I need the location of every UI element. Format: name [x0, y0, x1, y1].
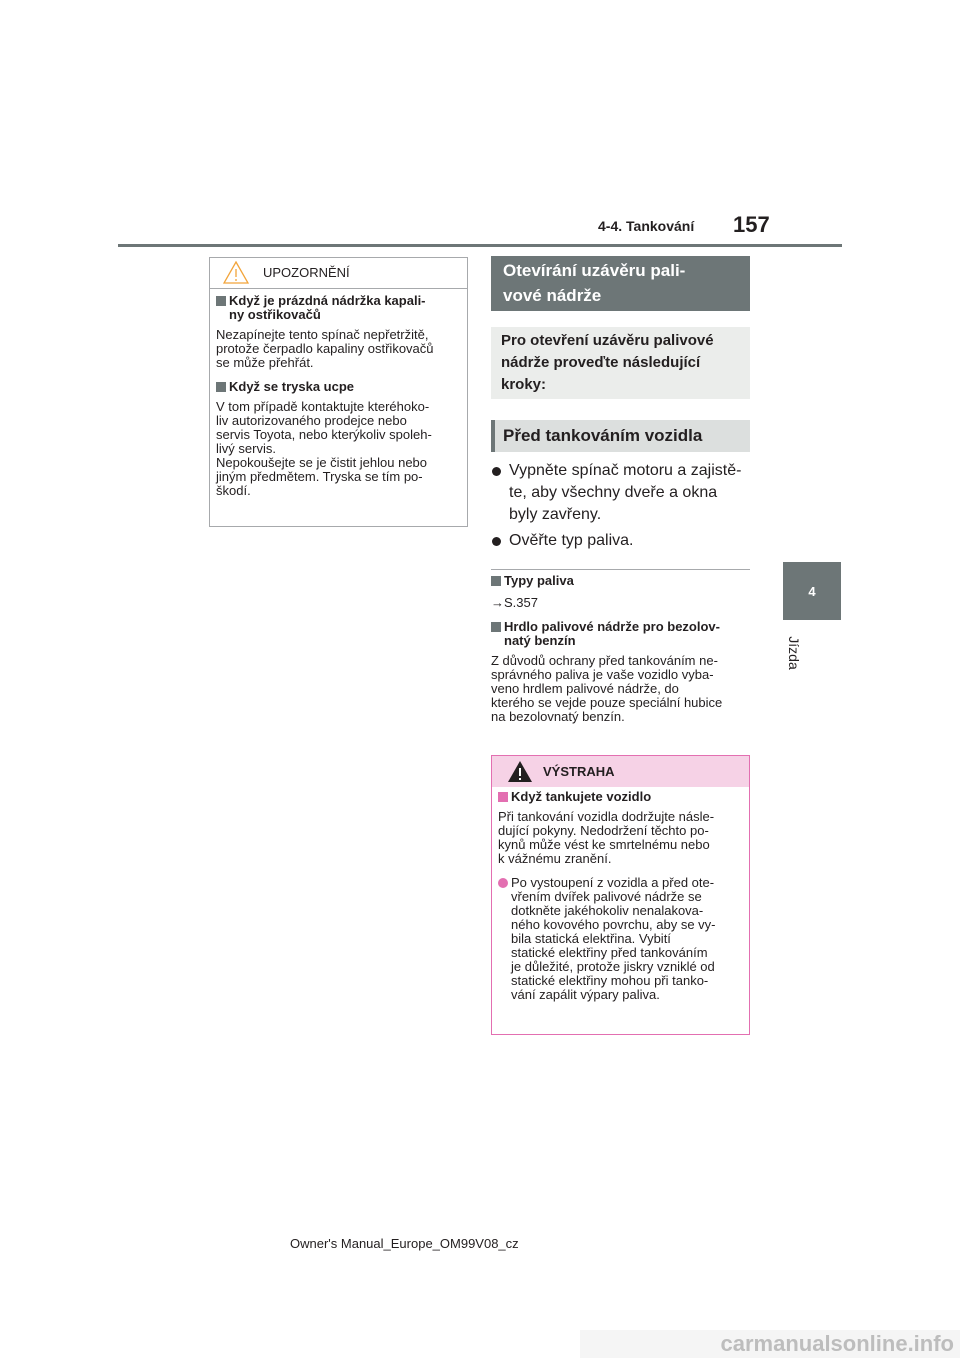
section-label: 4-4. Tankování [598, 218, 695, 234]
warning-header [492, 756, 749, 787]
subheading-text: Před tankováním vozidla [503, 426, 703, 445]
info-heading-1: Typy paliva [504, 573, 574, 588]
caution-triangle-icon [223, 261, 249, 284]
square-bullet-icon [216, 296, 226, 306]
warning-title: VÝSTRAHA [543, 764, 615, 779]
caution-heading-2: Když se tryska ucpe [229, 379, 355, 394]
warning-triangle-icon [507, 760, 533, 783]
caution-text-2: V tom případě kontaktujte kteréhoko- liv autorizovaného prodejce nebo servis Toyota, nebo kterýkoliv spoleh- livý servis. Nepokoušejte se je čistit jehlou nebo jiným předmětem. Tryska se tím po- škodí. [216, 399, 432, 498]
list-item [491, 460, 751, 526]
info-text-2: Z důvodů ochrany před tankováním ne- správného paliva je vaše vozidlo vyba- veno hrdlem palivové nádrže, do kterého se vejde pouze speciální hubice na bezolovnatý benzín. [491, 653, 723, 724]
page-number: 157 [733, 212, 770, 237]
caution-box [209, 257, 468, 527]
square-bullet-icon [216, 382, 226, 392]
caution-text-1: Nezapínejte tento spínač nepřetržitě, protože čerpadlo kapaliny ostřikovačů se může přehřát. [216, 327, 434, 370]
bullet-text-1: Vypněte spínač motoru a zajistě- te, aby všechny dveře a okna byly zavřeny. [509, 462, 742, 523]
caution-title: UPOZORNĚNÍ [263, 265, 350, 280]
caution-item-heading [216, 294, 460, 322]
warning-text: Při tankování vozidla dodržujte násle- dující pokyny. Nedodržení těchto po- kynů může vést ke smrtelnému nebo k vážnému zranění. [498, 809, 715, 866]
square-bullet-icon [498, 792, 508, 802]
section-heading: Otevírání uzávěru pali- vové nádrže [491, 256, 750, 311]
square-bullet-icon [491, 622, 501, 632]
chapter-tab: 4 [783, 562, 841, 620]
warning-bullet-text: Po vystoupení z vozidla a před ote- vřením dvířek palivové nádrže se dotkněte jakéhokoliv nenalakova- ného kovového povrchu, aby se vy- bila statická elektřina. Vybití statické elektřiny před tankováním je důležité, protože jiskry vzniklé od statické elektřiny mohou při tanko- vání zapálit výpary paliva. [511, 875, 716, 1002]
watermark: carmanualsonline.info [580, 1330, 960, 1358]
chapter-title-text: Jízda [786, 635, 802, 670]
info-heading [491, 574, 749, 588]
caution-body [216, 294, 460, 498]
warning-bullet [498, 876, 742, 1002]
bullet-dot-icon [492, 467, 501, 476]
intro-box: Pro otevření uzávěru palivové nádrže proveďte následující kroky: [491, 327, 750, 399]
page-reference[interactable]: →S.357 [491, 595, 538, 610]
header-rule [118, 244, 842, 247]
bullet-list [491, 460, 751, 556]
info-divider [491, 569, 750, 570]
warning-heading [498, 790, 742, 804]
list-item [491, 530, 751, 552]
warning-body [498, 790, 742, 1002]
bullet-text-2: Ověřte typ paliva. [509, 532, 634, 549]
info-heading [491, 620, 749, 648]
caution-heading-1: Když je prázdná nádržka kapali- ny ostřikovačů [229, 293, 426, 322]
subheading-bar [491, 420, 495, 452]
subheading [491, 420, 750, 452]
warning-box [491, 755, 750, 1035]
footer-text: Owner's Manual_Europe_OM99V08_cz [290, 1236, 519, 1251]
chapter-title [784, 630, 804, 675]
caution-item-heading [216, 380, 460, 394]
info-heading-2: Hrdlo palivové nádrže pro bezolov- natý benzín [504, 619, 720, 648]
square-bullet-icon [491, 576, 501, 586]
bullet-dot-icon [492, 537, 501, 546]
info-block [491, 574, 749, 724]
warning-heading-text: Když tankujete vozidlo [511, 789, 652, 804]
caution-header [210, 258, 467, 289]
pink-dot-icon [498, 878, 508, 888]
